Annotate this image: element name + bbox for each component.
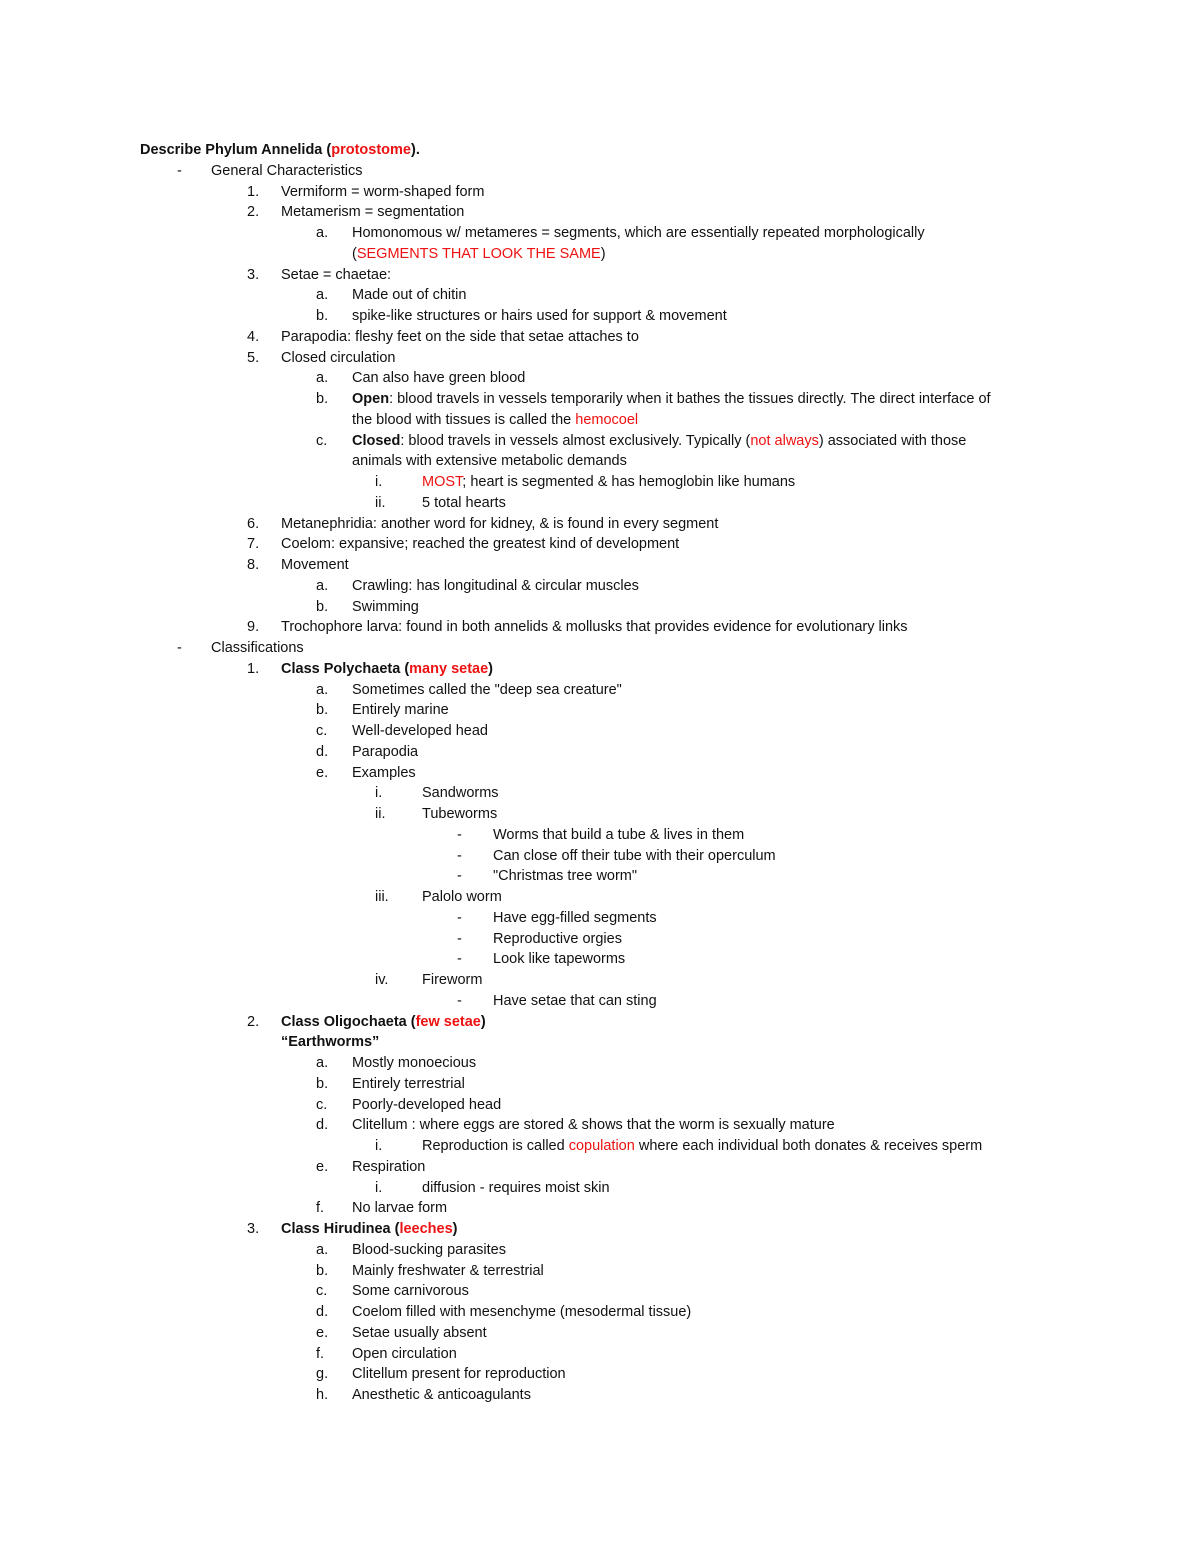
list-marker: a. [316,681,329,698]
list-item-text [352,1323,487,1344]
list-marker: i. [375,1138,383,1154]
text-run: Mostly monoecious [352,1055,477,1071]
list-item [0,659,1200,680]
text-run: Parapodia [352,743,419,760]
list-item [0,638,1200,659]
list-marker: iv. [375,972,389,988]
list-item-text [352,597,419,618]
text-run: Sandworms [422,785,499,802]
list-item [0,576,1200,597]
list-item [0,410,1200,431]
list-item-text [352,410,638,431]
list-item [0,1074,1200,1095]
text-run: where each individual both donates & receives sperm [634,1138,983,1154]
text-run: ; heart is segmented & has hemoglobin like humans [462,474,796,490]
list-item [0,327,1200,348]
text-run: ). [410,142,420,158]
list-item-text [352,306,727,327]
list-item-text [352,431,966,452]
text-run: Respiration [352,1158,426,1175]
text-run: diffusion - requires moist skin [422,1179,610,1196]
list-item-text [422,970,482,991]
list-marker: b. [316,1075,329,1092]
list-marker: 6. [247,515,260,532]
list-item-text [281,202,464,223]
list-item-text [281,327,639,348]
list-marker: 5. [247,349,260,366]
list-item-text [281,265,391,286]
list-marker: a. [316,1241,329,1258]
list-item-text [281,348,395,369]
list-item [0,265,1200,286]
list-marker: - [457,909,462,926]
list-item-text [281,182,484,203]
list-item [0,1198,1200,1219]
list-item-text [352,1302,691,1323]
text-run: Closed circulation [281,349,396,366]
text-run: protostome [331,142,411,158]
list-item [0,680,1200,701]
text-run: Metamerism = segmentation [281,204,465,221]
list-item-text [352,700,449,721]
list-item-text [422,783,499,804]
list-marker: ii. [375,806,386,822]
list-item [0,1385,1200,1406]
text-run: Blood-sucking parasites [352,1241,506,1258]
list-item [0,1032,1200,1053]
list-item-text [493,825,744,846]
list-item-text [493,846,776,867]
text-run: ) [600,245,606,262]
list-item-text [352,680,622,701]
list-item [0,908,1200,929]
document-body [0,140,1200,1406]
list-item [0,763,1200,784]
list-marker: a. [316,225,329,241]
text-run: Coelom filled with mesenchyme (mesodermal tissue) [352,1304,692,1320]
list-item [0,1115,1200,1136]
list-marker: - [457,930,462,947]
text-run: Reproduction is called [422,1138,569,1154]
document-heading [140,140,420,161]
text-run: Closed [352,432,401,449]
list-item-text [352,368,525,389]
text-run: Class Hirudinea ( [281,1221,400,1237]
list-marker: - [177,640,182,656]
list-item-text [352,1074,465,1095]
text-run: Vermiform = worm-shaped form [281,183,485,200]
list-item-text [352,389,991,410]
text-run: ) associated with those [818,432,967,449]
list-item [0,846,1200,867]
list-marker: 1. [247,183,260,200]
list-marker: 7. [247,536,260,553]
list-item [0,1095,1200,1116]
list-marker: b. [316,391,329,407]
list-item [0,617,1200,638]
list-item [0,1261,1200,1282]
text-run: 5 total hearts [422,494,506,511]
list-item-text [352,763,416,784]
list-marker: - [457,847,462,864]
text-run: Poorly-developed head [352,1096,502,1113]
list-item-text [352,1095,501,1116]
list-item-text [352,742,418,763]
list-item [0,783,1200,804]
list-marker: d. [316,1117,329,1134]
list-marker: c. [316,432,328,449]
text-run: Setae = chaetae: [281,266,392,283]
list-marker: f. [316,1345,325,1362]
text-run: Crawling: has longitudinal & circular muscles [352,577,639,594]
text-run: Worms that build a tube & lives in them [493,826,745,843]
text-run: Look like tapeworms [493,951,626,968]
list-item [0,929,1200,950]
text-run: copulation [568,1138,635,1154]
list-item [0,1178,1200,1199]
text-run: : blood travels in vessels almost exclusively. Typically ( [400,432,751,449]
list-item [0,700,1200,721]
list-item [0,1053,1200,1074]
text-run: Classifications [211,640,304,656]
list-item-text [352,223,925,244]
text-run: Have setae that can sting [493,992,657,1009]
list-item [0,1344,1200,1365]
list-marker: f. [316,1200,325,1217]
text-run: Coelom: expansive; reached the greatest kind of development [281,536,680,553]
list-item-text [493,949,625,970]
list-item-text [352,721,488,742]
text-run: Examples [352,764,416,781]
text-run: ) [488,660,493,677]
list-item-text [281,1219,458,1240]
list-item-text [422,1178,610,1199]
list-item-text [352,1240,506,1261]
text-run: Mainly freshwater & terrestrial [352,1262,544,1279]
list-marker: 4. [247,328,260,345]
list-marker: e. [316,1324,329,1341]
list-item [0,1219,1200,1240]
list-item [0,1136,1200,1157]
list-marker: a. [316,287,329,304]
text-run: : blood travels in vessels temporarily when it bathes the tissues directly. The direct interface of [389,391,991,407]
text-run: Anesthetic & anticoagulants [352,1387,531,1403]
list-item [0,161,1200,182]
list-item [0,804,1200,825]
list-marker: iii. [375,889,389,905]
text-run: Made out of chitin [352,287,467,304]
text-run: Clitellum : where eggs are stored & shows that the worm is sexually mature [352,1117,835,1134]
list-item [0,223,1200,244]
text-run: MOST [422,474,463,490]
text-run: Parapodia: fleshy feet on the side that setae attaches to [281,328,639,345]
list-item-text [352,576,639,597]
list-item-text [281,534,679,555]
list-marker: b. [316,1262,329,1279]
list-item [0,991,1200,1012]
text-run: hemocoel [575,411,639,428]
list-marker: e. [316,1158,329,1175]
text-run: Setae usually absent [352,1324,487,1341]
list-marker: e. [316,764,329,781]
text-run: Trochophore larva: found in both annelids & mollusks that provides evidence for evolutionary links [281,619,908,636]
text-run: Movement [281,557,349,573]
list-item [0,202,1200,223]
list-marker: 9. [247,619,260,636]
list-item [0,1323,1200,1344]
list-item [0,1240,1200,1261]
list-item [0,389,1200,410]
text-run: SEGMENTS THAT LOOK THE SAME [356,245,601,262]
list-marker: 3. [247,1221,260,1237]
text-run: ) [480,1013,486,1030]
list-item [0,348,1200,369]
text-run: Clitellum present for reproduction [352,1366,566,1383]
list-marker: a. [316,1055,329,1071]
text-run: Palolo worm [422,889,502,905]
text-run: ( [352,245,357,262]
list-marker: a. [316,370,329,387]
text-run: ) [452,1221,458,1237]
list-item [0,555,1200,576]
text-run: Open [352,391,390,407]
list-item-text [422,1136,982,1157]
list-item-text [281,617,908,638]
list-item [0,182,1200,203]
list-item-text [281,659,493,680]
text-run: Class Oligochaeta ( [281,1013,416,1030]
text-run: Entirely terrestrial [352,1075,465,1092]
list-item [0,1012,1200,1033]
list-marker: d. [316,743,329,760]
text-run: Have egg-filled segments [493,909,657,926]
list-marker: c. [316,723,328,739]
list-item-text [493,929,622,950]
list-item-text [422,472,795,493]
text-run: leeches [399,1221,453,1237]
list-item-text [211,638,304,659]
list-item [0,431,1200,452]
list-item-text [352,244,606,265]
text-run: “Earthworms” [281,1034,380,1051]
list-marker: a. [316,577,329,594]
list-marker: c. [316,1283,328,1300]
text-run: Can close off their tube with their operculum [493,847,776,864]
list-marker: d. [316,1304,329,1320]
outline-list [0,161,1200,1406]
list-marker: i. [375,1179,383,1196]
list-item-text [493,908,657,929]
list-marker: - [177,162,182,179]
list-item-text [281,1012,486,1033]
list-item [0,493,1200,514]
list-item-text [493,866,637,887]
text-run: Open circulation [352,1345,457,1362]
list-marker: 1. [247,660,260,677]
list-item-text [422,887,502,908]
list-item-text [493,991,657,1012]
list-item [0,451,1200,472]
text-run: Sometimes called the "deep sea creature" [352,681,622,698]
list-item-text [352,1364,566,1385]
list-marker: c. [316,1096,328,1113]
heading-line [0,140,1200,161]
text-run: General Characteristics [211,162,363,179]
list-marker: 2. [247,204,260,221]
list-item [0,866,1200,887]
list-item [0,368,1200,389]
text-run: the blood with tissues is called the [352,411,576,428]
text-run: Homonomous w/ metameres = segments, which are essentially repeated morphologically [352,225,925,241]
list-marker: - [457,992,462,1009]
list-marker: ii. [375,494,386,511]
list-item-text [352,1198,447,1219]
list-item-text [352,1053,476,1074]
list-item [0,825,1200,846]
text-run: Metanephridia: another word for kidney, & is found in every segment [281,515,719,532]
text-run: Swimming [352,598,419,615]
list-item-text [281,514,718,535]
list-item-text [422,493,506,514]
list-item-text [281,555,349,576]
text-run: Entirely marine [352,702,449,719]
text-run: "Christmas tree worm" [493,868,638,885]
list-marker: b. [316,598,329,615]
text-run: Describe Phylum Annelida ( [140,142,332,158]
list-item [0,244,1200,265]
list-item-text [352,1261,544,1282]
list-item [0,949,1200,970]
text-run: No larvae form [352,1200,448,1217]
list-marker: - [457,826,462,843]
text-run: spike-like structures or hairs used for support & movement [352,308,727,324]
list-marker: h. [316,1387,329,1403]
list-item-text [352,285,466,306]
text-run: not always [750,432,819,449]
list-marker: b. [316,702,329,719]
list-item-text [422,804,497,825]
list-marker: g. [316,1366,329,1383]
list-item-text [352,1344,457,1365]
list-marker: b. [316,308,329,324]
list-item [0,1364,1200,1385]
list-item-text [281,1032,379,1053]
text-run: few setae [415,1013,481,1030]
list-item-text [352,1281,469,1302]
list-item [0,472,1200,493]
list-item [0,1281,1200,1302]
text-run: Well-developed head [352,723,488,739]
text-run: Fireworm [422,972,483,988]
list-item [0,534,1200,555]
text-run: Can also have green blood [352,370,526,387]
list-item [0,742,1200,763]
list-marker: 2. [247,1013,260,1030]
list-item [0,887,1200,908]
list-item [0,514,1200,535]
list-marker: i. [375,474,383,490]
text-run: Some carnivorous [352,1283,469,1300]
list-item-text [352,451,627,472]
text-run: many setae [409,660,489,677]
list-item [0,306,1200,327]
list-item-text [352,1385,531,1406]
text-run: Tubeworms [422,806,498,822]
list-item-text [352,1157,425,1178]
list-marker: 3. [247,266,260,283]
list-item [0,1157,1200,1178]
list-item [0,721,1200,742]
list-marker: 8. [247,557,260,573]
list-marker: - [457,868,462,885]
list-item [0,285,1200,306]
list-item-text [211,161,363,182]
list-item [0,1302,1200,1323]
list-marker: - [457,951,462,968]
text-run: Class Polychaeta ( [281,660,410,677]
text-run: animals with extensive metabolic demands [352,453,627,470]
list-marker: i. [375,785,383,802]
text-run: Reproductive orgies [493,930,622,947]
list-item [0,597,1200,618]
list-item-text [352,1115,835,1136]
list-item [0,970,1200,991]
